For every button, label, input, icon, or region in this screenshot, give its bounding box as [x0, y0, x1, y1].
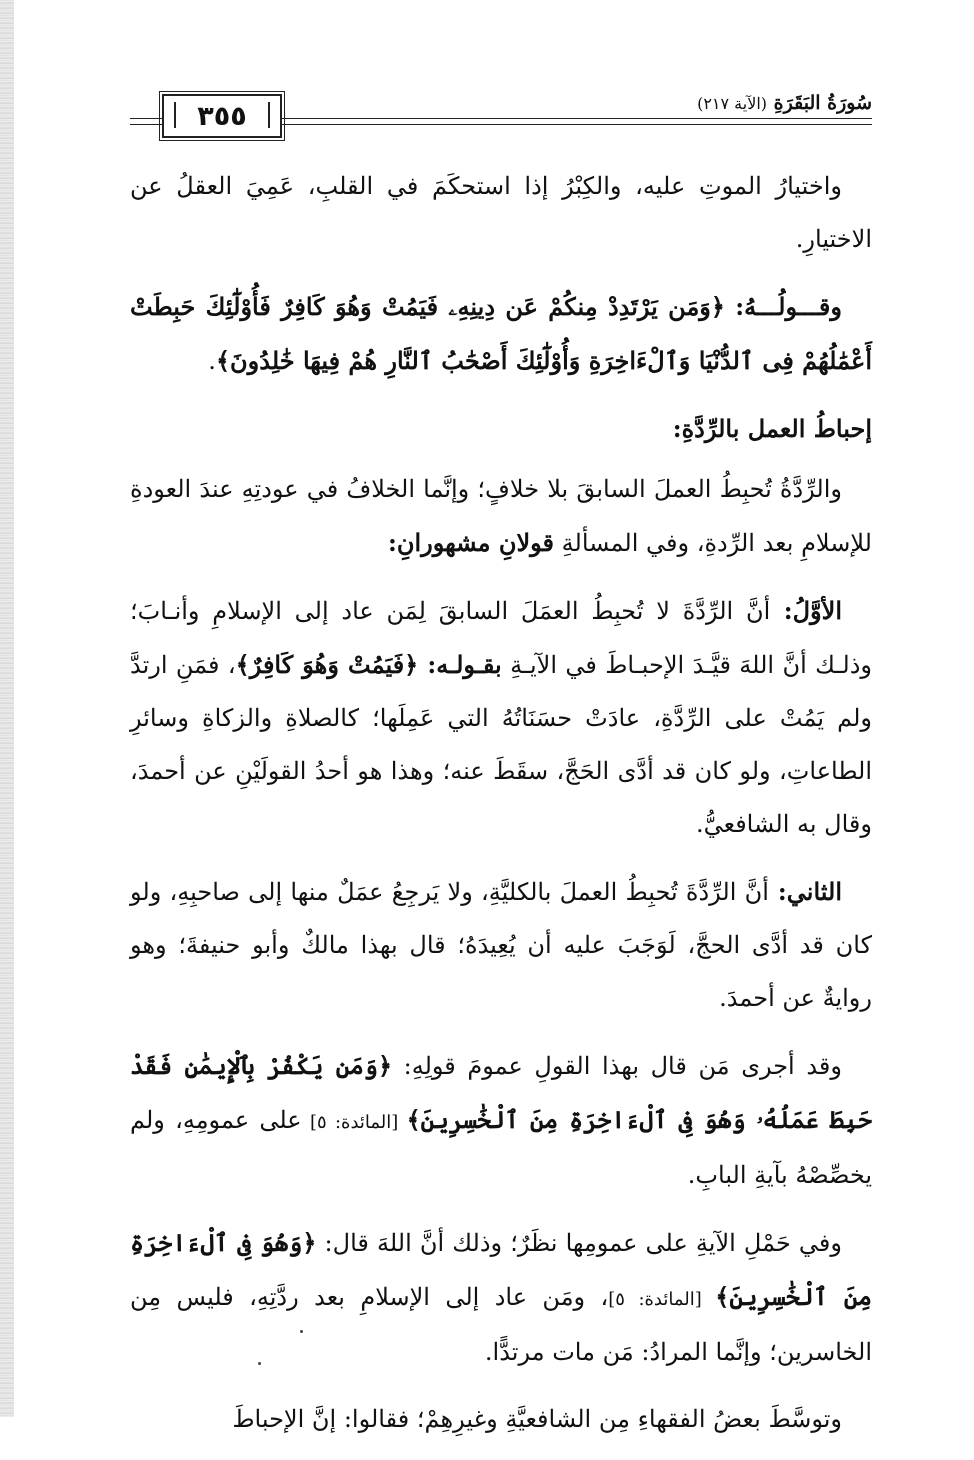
- scan-edge: [0, 0, 14, 1417]
- page-header: [130, 88, 872, 142]
- verse-reference: [المائدة: ٥]: [301, 1112, 407, 1133]
- body-text: أنَّ الرِّدَّةَ تُحبِطُ العملَ بالكليَّةِ، ولا يَرجِعُ عمَلٌ منها إلى صاحبِهِ، ولو كان قد أدَّى الحجَّ، لَوَجَبَ عليه أن يُعِيدَهُ؛ قال بهذا مالكٌ وأبو حنيفةَ؛ وهو روايةٌ عن أحمدَ.: [130, 878, 872, 1012]
- paragraph-p3: [130, 463, 872, 570]
- body-text: أنَّ الرِّدَّةَ لا تُحبِطُ العمَلَ السابقَ لِمَن عاد إلى الإسلامِ وأنـابَ؛ وذلـك أنَّ اللهَ قيَّـدَ الإحبـاطَ في الآيـةِ: [130, 597, 872, 679]
- paragraph-p2: [130, 280, 872, 388]
- body-text: .: [208, 347, 216, 375]
- quran-verse: ﴿وَهُوَ فِى ٱلْءَاخِرَةِ مِنَ ٱلْخَٰسِرِينَ﴾: [130, 1228, 873, 1311]
- bold-text: وقـــولُـــهُ:: [724, 292, 842, 321]
- body-text: واختيارُ الموتِ عليه، والكِبْرُ إذا استحكَمَ في القلبِ، عَمِيَ العقلُ عن الاختيارِ.: [130, 172, 872, 253]
- paragraph-p4: [130, 584, 872, 851]
- bold-text: الأوَّلُ:: [770, 596, 842, 625]
- paragraph-p7: [130, 1216, 872, 1379]
- body-text: وقد أجرى مَن قال بهذا القولِ عمومَ قولِهِ:: [392, 1052, 842, 1080]
- bold-text: قولانِ مشهورانِ:: [388, 528, 555, 557]
- page-body: [130, 160, 872, 1460]
- body-text: والرِّدَّةُ تُحبِطُ العملَ السابقَ بلا خلافٍ؛ وإنَّما الخلافُ في عودتِهِ عندَ العودةِ للإسلامِ بعد الرِّدةِ، وفي المسألةِ: [130, 475, 872, 557]
- body-text: وتوسَّطَ بعضُ الفقهاءِ مِن الشافعيَّةِ وغيرِهِمْ؛ فقالوا: إنَّ الإحباطَ: [232, 1405, 842, 1433]
- quran-verse: ﴿فَيَمُتْ وَهُوَ كَافِرٌ﴾: [235, 650, 419, 679]
- bold-text: إحباطُ العمل بالرِّدَّةِ:: [672, 414, 872, 443]
- paragraph-p6: [130, 1039, 872, 1202]
- paragraph-p8: [130, 1393, 872, 1446]
- scan-speck: [300, 1330, 303, 1333]
- bold-text: الثاني:: [768, 877, 843, 906]
- quran-verse: ﴿وَمَن يَكْفُرْ بِٱلْإِيمَٰنِ فَقَدْ حَبِطَ عَمَلُهُۥ وَهُوَ فِى ٱلْءَاخِرَةِ مِنَ ٱلْخَٰسِرِينَ﴾: [130, 1051, 872, 1134]
- page-number-text: ٣٥٥: [197, 100, 247, 132]
- body-text: على عمومِهِ، ولم يخصِّصْهُ بآيةِ البابِ.: [130, 1106, 872, 1189]
- paragraph-p1: [130, 160, 872, 266]
- section-heading: [130, 402, 872, 455]
- quran-verse: ﴿وَمَن يَرْتَدِدْ مِنكُمْ عَن دِينِهِۦ فَيَمُتْ وَهُوَ كَافِرٌ فَأُوْلَٰٓئِكَ حَبِطَتْ أَعْمَٰلُهُمْ فِى ٱلدُّنْيَا وَٱلْءَاخِرَةِ وَأُوْلَٰٓئِكَ أَصْحَٰبُ ٱلنَّارِ هُمْ فِيهَا خَٰلِدُونَ﴾: [130, 292, 872, 375]
- verse-reference: [المائدة: ٥]: [608, 1289, 716, 1310]
- paragraph-p5: [130, 865, 872, 1025]
- surah-title: سُورَةُ البَقَرَةِ: [773, 92, 872, 114]
- scan-speck: [258, 1362, 261, 1365]
- ayah-reference: (الآية ٢١٧): [697, 94, 768, 113]
- body-text: وفي حَمْلِ الآيةِ على عمومِها نظَرٌ؛ وذلك أنَّ اللهَ قال:: [316, 1229, 842, 1257]
- page-number: [162, 94, 282, 138]
- body-text: ، ومَن عاد إلى الإسلامِ بعد ردَّتِهِ، فليس مِن الخاسرين؛ وإنَّما المرادُ: مَن مات مرتدًّا.: [130, 1283, 872, 1366]
- body-text: ، فمَنِ ارتدَّ ولم يَمُتْ على الرِّدَّةِ، عادَتْ حسَنَاتُهُ التي عَمِلَها؛ كالصلاةِ والزكاةِ وسائرِ الطاعاتِ، ولو كان قد أدَّى الحَجَّ، سقَطَ عنه؛ وهذا هو أحدُ القولَيْنِ عن أحمدَ، وقال به الشافعيُّ.: [130, 651, 872, 838]
- running-title: [687, 92, 872, 114]
- bold-text: بقـولـه:: [418, 650, 502, 679]
